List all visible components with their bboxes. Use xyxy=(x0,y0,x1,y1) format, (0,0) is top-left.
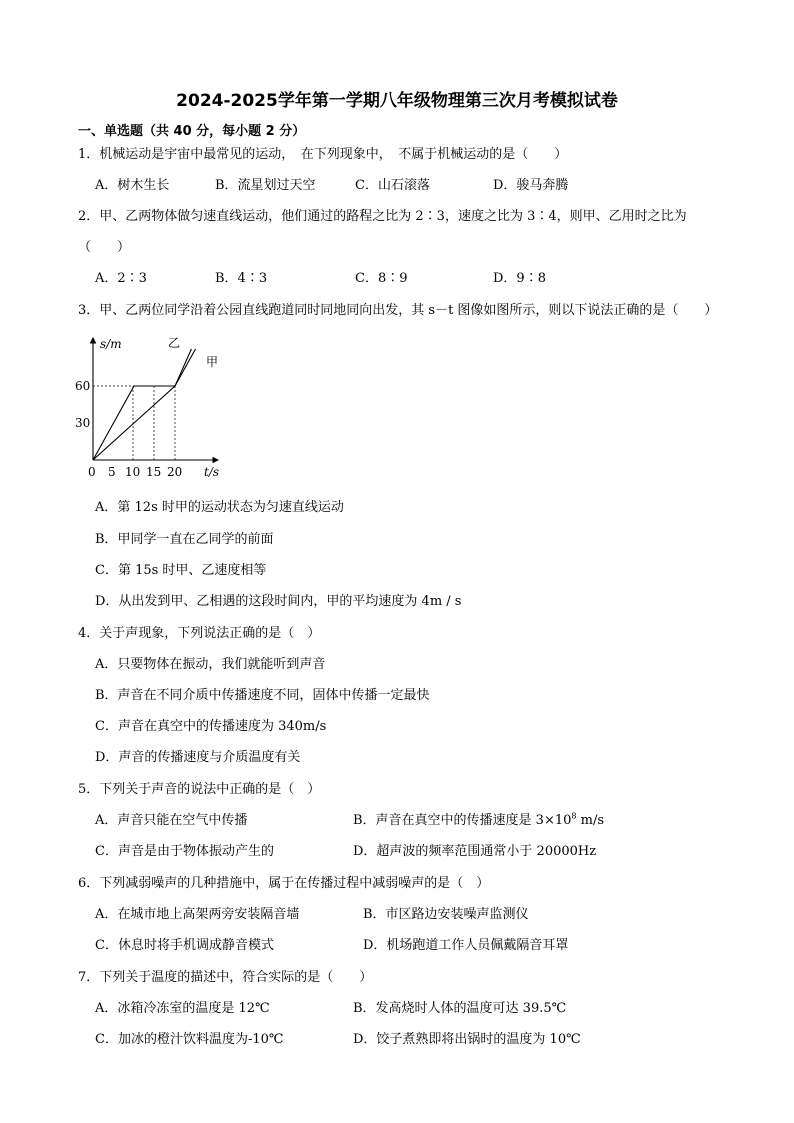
question-4-option-d[interactable]: D．声音的传播速度与介质温度有关 xyxy=(95,750,301,765)
question-3-stem: 3．甲、乙两位同学沿着公园直线跑道同时同地同向出发，其 s－t 图像如图所示，则以下说法正确的是（ ） xyxy=(78,303,718,318)
question-3-option-b[interactable]: B．甲同学一直在乙同学的前面 xyxy=(95,532,274,547)
option-b-text: B．声音在真空中的传播速度是 3×10 xyxy=(353,813,572,828)
question-7-stem: 7．下列关于温度的描述中，符合实际的是（ ） xyxy=(78,970,373,985)
question-1-option-a[interactable]: A．树木生长 xyxy=(95,178,170,193)
question-7-option-d[interactable]: D．饺子煮熟即将出锅时的温度为 10℃ xyxy=(353,1032,581,1047)
question-5-stem: 5．下列关于声音的说法中正确的是（ ） xyxy=(78,782,321,797)
question-5-option-b[interactable] xyxy=(353,812,604,830)
question-2-option-c[interactable]: C．8∶9 xyxy=(355,271,408,286)
question-1-option-d[interactable]: D．骏马奔腾 xyxy=(493,178,569,193)
question-2-option-d[interactable]: D．9∶8 xyxy=(493,271,546,286)
page-title: 2024-2025学年第一学期八年级物理第三次月考模拟试卷 xyxy=(176,91,618,111)
question-6-option-c[interactable]: C．休息时将手机调成静音模式 xyxy=(95,938,274,953)
question-4-option-b[interactable]: B．声音在不同介质中传播速度不同，固体中传播一定最快 xyxy=(95,688,430,703)
question-1-option-c[interactable]: C．山石滚落 xyxy=(355,178,430,193)
exponent: 8 xyxy=(571,811,577,821)
question-6-option-b[interactable]: B．市区路边安装噪声监测仪 xyxy=(363,907,529,922)
question-2-option-a[interactable]: A．2∶3 xyxy=(95,271,147,286)
question-5-option-a[interactable]: A．声音只能在空气中传播 xyxy=(95,813,248,828)
question-7-option-c[interactable]: C．加冰的橙汁饮料温度为-10℃ xyxy=(95,1032,284,1047)
question-5-option-d[interactable]: D．超声波的频率范围通常小于 20000Hz xyxy=(353,844,597,859)
y-tick-30: 30 xyxy=(75,416,91,430)
x-tick-20: 20 xyxy=(167,465,183,479)
series-line-jia xyxy=(93,349,196,460)
question-4-stem: 4．关于声现象，下列说法正确的是（ ） xyxy=(78,626,321,641)
series-line-yi xyxy=(93,349,191,460)
question-1-stem: 1．机械运动是宇宙中最常见的运动， 在下列现象中， 不属于机械运动的是（ ） xyxy=(78,147,568,162)
series-label-jia: 甲 xyxy=(206,355,219,369)
question-2-option-b[interactable]: B．4∶3 xyxy=(215,271,268,286)
x-tick-10: 10 xyxy=(125,465,141,479)
question-2-stem: 2．甲、乙两物体做匀速直线运动，他们通过的路程之比为 2∶3，速度之比为 3∶4，则甲、乙用时之比为 xyxy=(78,209,687,224)
question-3-option-c[interactable]: C．第 15s 时甲、乙速度相等 xyxy=(95,563,267,578)
question-2-stem-cont: （ ） xyxy=(78,240,131,255)
question-7-option-b[interactable]: B．发高烧时人体的温度可达 39.5℃ xyxy=(353,1001,567,1016)
question-1-option-b[interactable]: B．流星划过天空 xyxy=(215,178,316,193)
question-7-option-a[interactable]: A．冰箱冷冻室的温度是 12℃ xyxy=(95,1001,270,1016)
question-6-option-a[interactable]: A．在城市地上高架两旁安装隔音墙 xyxy=(95,907,300,922)
question-3-option-a[interactable]: A．第 12s 时甲的运动状态为匀速直线运动 xyxy=(95,500,344,515)
x-axis-label: t/s xyxy=(204,465,220,479)
x-tick-0: 0 xyxy=(88,465,96,479)
y-tick-60: 60 xyxy=(75,379,91,393)
x-tick-5: 5 xyxy=(108,465,116,479)
question-6-option-d[interactable]: D．机场跑道工作人员佩戴隔音耳罩 xyxy=(363,938,569,953)
question-5-option-c[interactable]: C．声音是由于物体振动产生的 xyxy=(95,844,274,859)
y-axis-label: s/m xyxy=(100,337,122,351)
section-heading: 一、单选题（共 40 分，每小题 2 分） xyxy=(78,124,306,139)
question-4-option-a[interactable]: A．只要物体在振动，我们就能听到声音 xyxy=(95,657,326,672)
series-label-yi: 乙 xyxy=(168,336,181,350)
question-4-option-c[interactable]: C．声音在真空中的传播速度为 340m/s xyxy=(95,719,327,734)
x-tick-15: 15 xyxy=(146,465,162,479)
question-3-option-d[interactable]: D．从出发到甲、乙相遇的这段时间内，甲的平均速度为 4m / s xyxy=(95,594,462,609)
option-b-unit: m/s xyxy=(576,813,605,828)
st-graph xyxy=(70,330,230,480)
question-6-stem: 6．下列减弱噪声的几种措施中，属于在传播过程中减弱噪声的是（ ） xyxy=(78,876,490,891)
